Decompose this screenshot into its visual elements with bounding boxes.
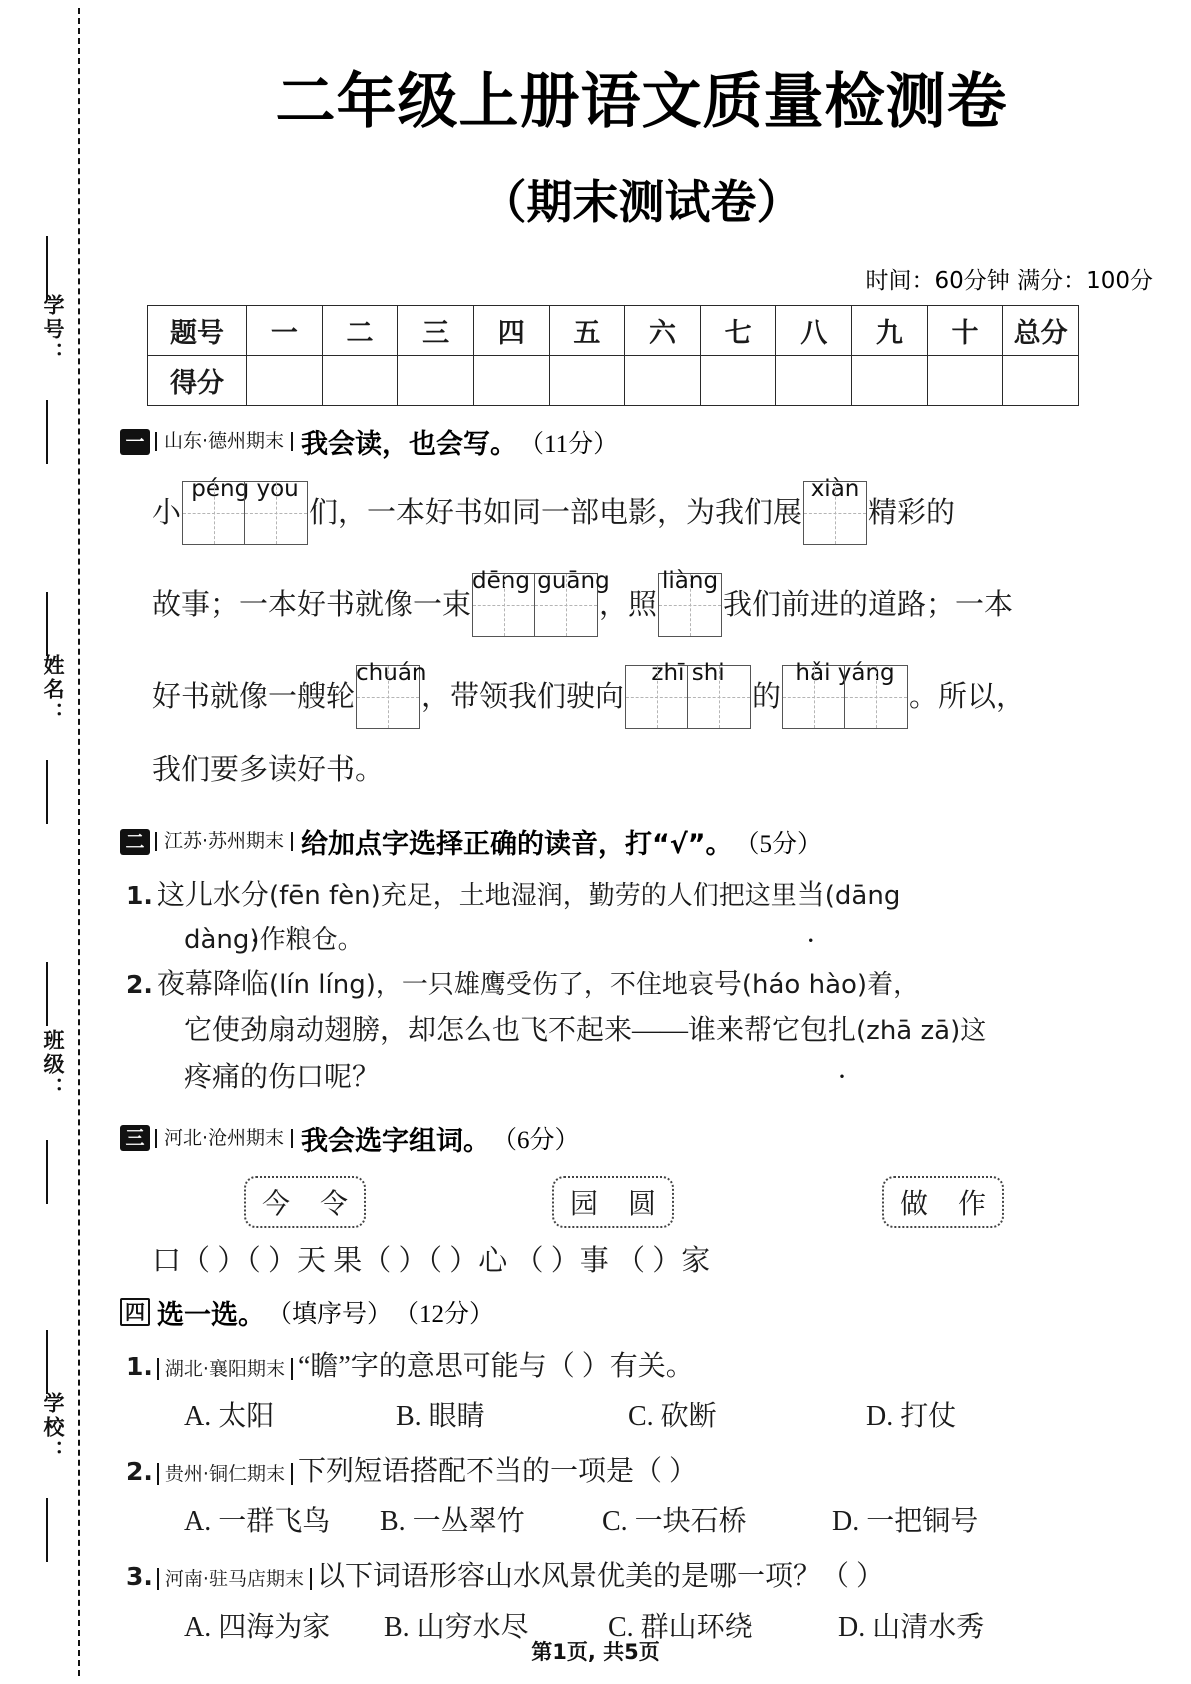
question-4-3-text	[126, 1554, 1191, 1600]
question-pinyin-options[interactable]: (háo hào)着，	[741, 970, 920, 1001]
question-number: 3.	[126, 1562, 153, 1592]
pinyin-pengyou: péng you	[191, 476, 299, 503]
char-option[interactable]: 做	[900, 1188, 929, 1220]
section-header-3	[120, 1119, 1191, 1158]
cloze-tail-line: 我们要多读好书。	[152, 754, 385, 786]
cloze-text: 的	[752, 680, 782, 713]
grid-cell[interactable]	[357, 666, 419, 728]
score-col-1: 一	[247, 306, 323, 356]
score-input-5[interactable]	[549, 356, 625, 406]
binding-strip	[0, 0, 92, 1684]
cloze-line-3	[152, 649, 1191, 741]
options-4-2	[184, 1495, 1191, 1548]
question-pinyin-options[interactable]: (dāng	[824, 881, 901, 912]
side-rule-2	[46, 400, 48, 464]
exam-meta-info: 时间：60分钟 满分：100分	[865, 268, 1153, 294]
score-table	[147, 305, 1079, 406]
option-d[interactable]: D. 山清水秀	[838, 1611, 985, 1643]
section-title-3: 我会选字组词。	[301, 1125, 491, 1157]
section-points-3: （6分）	[492, 1127, 580, 1155]
score-col-9: 九	[852, 306, 928, 356]
cloze-text: ，带领我们驶向	[421, 680, 625, 713]
question-pinyin-options[interactable]: (zhā zā)这	[856, 1016, 987, 1047]
question-text: 夜幕降	[156, 969, 241, 1001]
question-number: 1.	[126, 881, 153, 911]
cloze-text: 故事；一本好书就像一束	[152, 588, 472, 621]
question-number: 1.	[126, 1351, 153, 1381]
question-2-1-line-1	[126, 873, 1191, 919]
section-source-1: 山东·德州期末	[155, 432, 293, 451]
cloze-text: ，照	[599, 588, 658, 621]
question-4-3	[126, 1554, 1191, 1600]
question-text[interactable]: “瞻”字的意思可能与（ ）有关。	[297, 1350, 694, 1382]
grid-cell[interactable]	[845, 666, 907, 728]
score-col-10: 十	[927, 306, 1003, 356]
question-source: 贵州·铜仁期末	[157, 1463, 293, 1485]
dotted-char-zha: 扎	[828, 1015, 857, 1047]
question-2-2-line-1	[126, 962, 1191, 1008]
question-2-2-line-2	[184, 1008, 1191, 1054]
dotted-char-fen: 分	[240, 880, 269, 912]
question-4-1-text	[126, 1344, 1191, 1390]
question-text[interactable]: 以下词语形容山水风景优美的是哪一项？（ ）	[316, 1561, 884, 1593]
section-source-2: 江苏·苏州期末	[155, 832, 293, 851]
side-label-class: 班级：	[41, 1029, 65, 1101]
score-col-3: 三	[398, 306, 474, 356]
section-header-4	[120, 1293, 1191, 1332]
score-table-row-label-score: 得分	[148, 356, 247, 406]
section-points-2: （5分）	[734, 830, 823, 858]
side-label-name: 姓名：	[41, 654, 65, 726]
question-2-2	[126, 962, 1191, 1101]
option-c[interactable]: C. 一块石桥	[602, 1506, 747, 1538]
score-input-1[interactable]	[247, 356, 323, 406]
side-rule-4	[46, 760, 48, 824]
section-number-1: 一	[120, 429, 150, 455]
cloze-text: 们，一本好书如同一部电影，为我们展	[309, 496, 803, 529]
exam-page	[92, 0, 1191, 1684]
option-c[interactable]: C. 群山环绕	[608, 1611, 753, 1643]
question-2-2-line-3: 疼痛的伤口呢？	[184, 1061, 381, 1093]
side-rule-6	[46, 1140, 48, 1204]
grid-cell[interactable]	[245, 482, 307, 544]
char-option[interactable]: 令	[320, 1188, 349, 1220]
grid-cell[interactable]	[535, 574, 597, 636]
cloze-text: 精彩的	[868, 496, 956, 529]
grid-cell[interactable]	[783, 666, 845, 728]
option-b[interactable]: B. 一丛翠竹	[380, 1506, 525, 1538]
score-input-3[interactable]	[398, 356, 474, 406]
side-label-student-id: 学号：	[41, 294, 65, 366]
char-choice-row	[92, 1172, 1191, 1238]
grid-cell[interactable]	[183, 482, 245, 544]
score-col-5: 五	[549, 306, 625, 356]
char-option[interactable]: 作	[958, 1188, 987, 1220]
score-input-2[interactable]	[322, 356, 398, 406]
score-col-6: 六	[625, 306, 701, 356]
section-source-3: 河北·沧州期末	[155, 1129, 293, 1148]
dotted-char-hao: 号	[713, 969, 742, 1001]
score-col-2: 二	[322, 306, 398, 356]
option-d[interactable]: D. 打仗	[866, 1400, 957, 1432]
cloze-text: 好书就像一艘轮	[152, 680, 356, 713]
option-a[interactable]: A. 四海为家	[184, 1611, 331, 1643]
section-title-1: 我会读，也会写。	[301, 429, 518, 460]
option-b[interactable]: B. 眼睛	[396, 1400, 485, 1432]
score-input-7[interactable]	[700, 356, 776, 406]
section-points-1: （11分）	[519, 430, 619, 458]
section-title-2: 给加点字选择正确的读音，打“√”。	[301, 829, 733, 861]
cloze-text: 。所以，	[909, 680, 1026, 713]
char-choice-box-2[interactable]	[552, 1176, 674, 1228]
side-rule-8	[46, 1498, 48, 1562]
score-table-header-row	[148, 306, 1079, 356]
score-col-8: 八	[776, 306, 852, 356]
char-option[interactable]: 圆	[628, 1188, 657, 1220]
score-col-7: 七	[700, 306, 776, 356]
dotted-char-dang: 当	[796, 880, 825, 912]
question-4-2	[126, 1449, 1191, 1495]
pinyin-zhishi: zhī shi	[651, 660, 725, 687]
score-input-10[interactable]	[927, 356, 1003, 406]
score-input-8[interactable]	[776, 356, 852, 406]
char-option[interactable]: 园	[570, 1188, 599, 1220]
question-text: 这儿水	[156, 880, 241, 912]
question-pinyin-options[interactable]: (lín líng)，一只雄鹰受伤了，不住地哀	[268, 970, 714, 1001]
question-source: 湖北·襄阳期末	[157, 1358, 293, 1380]
section-number-2: 二	[120, 829, 150, 855]
options-4-1	[184, 1390, 1191, 1443]
question-2-1-line-2[interactable]: dàng)作粮仓。	[184, 925, 364, 956]
question-text: 它使劲扇动翅膀，却怎么也飞不起来——谁来帮它包	[184, 1015, 829, 1047]
question-2-1	[126, 873, 1191, 962]
page-subtitle: （期末测试卷）	[480, 175, 803, 229]
score-table-row-label-question: 题号	[148, 306, 247, 356]
page-footer: 第1页, 共5页	[531, 1640, 660, 1664]
option-a[interactable]: A. 一群飞鸟	[184, 1506, 331, 1538]
page-title: 二年级上册语文质量检测卷	[275, 67, 1008, 137]
option-b[interactable]: B. 山穷水尽	[384, 1611, 529, 1643]
grid-cell[interactable]	[688, 666, 750, 728]
option-c[interactable]: C. 砍断	[628, 1400, 717, 1432]
char-option[interactable]: 今	[262, 1188, 291, 1220]
question-number: 2.	[126, 970, 153, 1000]
cloze-text: 小	[152, 496, 182, 529]
char-choice-box-3[interactable]	[882, 1176, 1004, 1228]
question-text[interactable]: 下列短语搭配不当的一项是（ ）	[297, 1456, 697, 1488]
section-number-4: 四	[120, 1298, 150, 1326]
question-4-1	[126, 1344, 1191, 1390]
option-d[interactable]: D. 一把铜号	[832, 1506, 979, 1538]
score-input-6[interactable]	[625, 356, 701, 406]
cloze-text: 我们前进的道路；一本	[723, 588, 1014, 621]
score-input-total[interactable]	[1003, 356, 1079, 406]
char-fill-line[interactable]: 口（ ）（ ）天 果（ ）（ ）心 （ ）事 （ ）家	[152, 1244, 711, 1277]
question-number: 2.	[126, 1457, 153, 1487]
question-source: 河南·驻马店期末	[157, 1568, 312, 1590]
score-table-value-row	[148, 356, 1079, 406]
dotted-char-lin: 临	[240, 969, 269, 1001]
fold-dashed-line	[78, 8, 80, 1676]
writing-grid-chuan[interactable]	[356, 660, 427, 729]
pinyin-chuan: chuán	[356, 660, 427, 687]
writing-grid-xian[interactable]	[803, 476, 867, 545]
section-title-4: 选一选。	[157, 1299, 265, 1331]
section-number-3: 三	[120, 1125, 150, 1151]
pinyin-haiyang: hǎi yáng	[795, 660, 895, 687]
writing-grid-haiyang[interactable]	[782, 660, 908, 729]
question-pinyin-options[interactable]: (fēn fèn)充足，土地湿润，勤劳的人们把这里	[268, 881, 797, 912]
score-col-total: 总分	[1003, 306, 1079, 356]
question-4-2-text	[126, 1449, 1191, 1495]
option-a[interactable]: A. 太阳	[184, 1400, 275, 1432]
section-header-2	[120, 822, 1191, 861]
char-choice-box-1[interactable]	[244, 1176, 366, 1228]
grid-cell[interactable]	[473, 574, 535, 636]
writing-grid-pengyou[interactable]	[182, 476, 308, 545]
pinyin-dengguang: dēng guāng	[472, 568, 610, 595]
side-label-school: 学校：	[41, 1392, 65, 1464]
writing-grid-dengguang[interactable]	[472, 568, 610, 637]
grid-cell[interactable]	[804, 482, 866, 544]
score-input-4[interactable]	[473, 356, 549, 406]
section-points-4: （12分）	[394, 1301, 495, 1329]
section-hint-4: （填序号）	[267, 1301, 393, 1329]
grid-cell[interactable]	[626, 666, 688, 728]
pinyin-xian: xiàn	[810, 476, 860, 503]
score-col-4: 四	[473, 306, 549, 356]
writing-grid-zhishi[interactable]	[625, 660, 751, 729]
score-input-9[interactable]	[852, 356, 928, 406]
pinyin-liang: liàng	[662, 568, 719, 595]
